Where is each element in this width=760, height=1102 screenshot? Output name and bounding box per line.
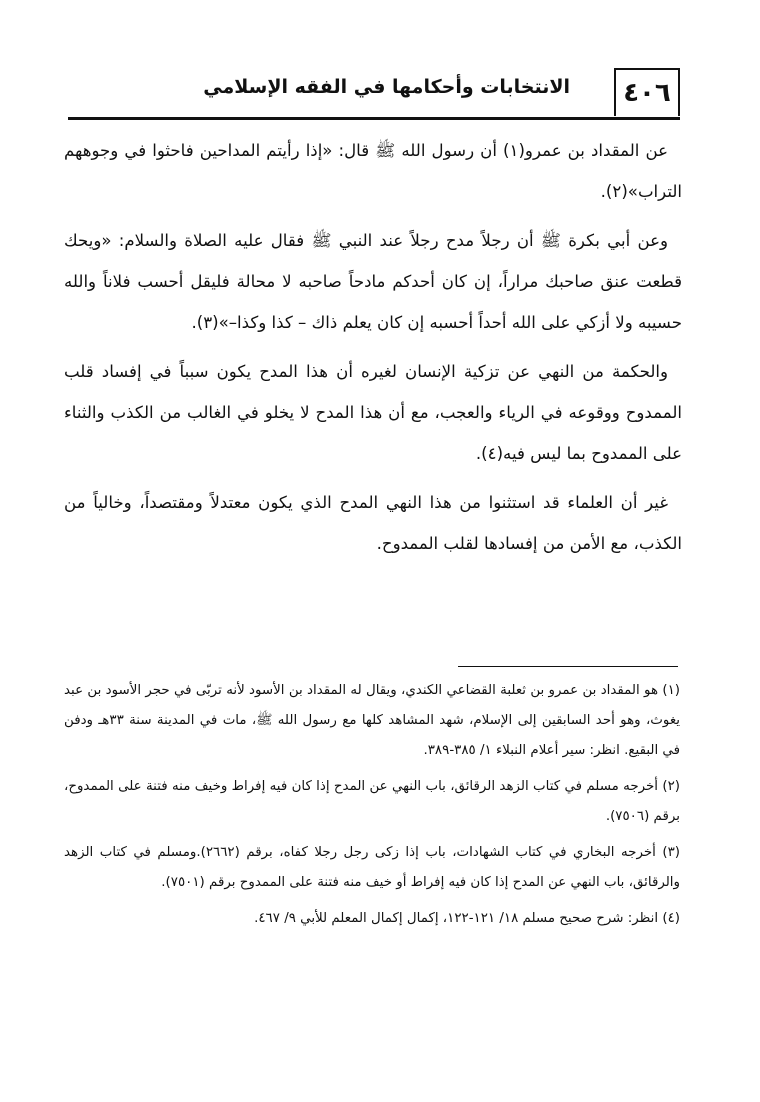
main-text [64, 130, 682, 564]
paragraph: والحكمة من النهي عن تزكية الإنسان لغيره أن هذا المدح يكون سبباً في إفساد قلب الممدوح ووقوعه في الرياء والعجب، مع أن هذا المدح لا يخلو في الغالب من الكذب والثناء على الممدوح بما ليس فيه(٤). [64, 362, 682, 463]
footnote: (٢) أخرجه مسلم في كتاب الزهد الرقائق، باب النهي عن المدح إذا كان فيه إفراط وخيف منه فتنة على الممدوح، برقم (٧٥٠٦). [64, 779, 680, 824]
footnote: (٤) انظر: شرح صحيح مسلم ١٨/ ١٢١-١٢٢، إكمال إكمال المعلم للأبي ٩/ ٤٦٧. [254, 911, 680, 926]
footnote: (٣) أخرجه البخاري في كتاب الشهادات، باب إذا زكى رجل رجلا كفاه، برقم (٢٦٦٢).ومسلم في كتاب الزهد والرقائق، باب النهي عن المدح إذا كان فيه إفراط أو خيف منه فتنة على الممدوح برقم (٧٥٠١). [64, 845, 680, 890]
running-header [68, 68, 680, 120]
paragraph: وعن أبي بكرة ﷺ أن رجلاً مدح رجلاً عند النبي ﷺ فقال عليه الصلاة والسلام: «ويحك قطعت عنق صاحبك مراراً، إن كان أحدكم مادحاً صاحبه لا محالة فليقل أحسب فلاناً والله حسيبه ولا أزكي على الله أحداً أحسبه إن كان يعلم ذاك – كذا وكذا–»(٣). [64, 231, 682, 332]
header-rule [68, 117, 680, 120]
paragraph: غير أن العلماء قد استثنوا من هذا النهي المدح الذي يكون معتدلاً ومقتصداً، وخالياً من الكذب، مع الأمن من إفسادها لقلب الممدوح. [64, 493, 682, 553]
paragraph: عن المقداد بن عمرو(١) أن رسول الله ﷺ قال: «إذا رأيتم المداحين فاحثوا في وجوههم التراب»(٢). [64, 141, 682, 201]
page-number-box [614, 68, 680, 116]
footnotes [64, 676, 680, 934]
running-title: الانتخابات وأحكامها في الفقه الإسلامي [203, 76, 570, 98]
footnote: (١) هو المقداد بن عمرو بن ثعلبة القضاعي الكندي، ويقال له المقداد بن الأسود لأنه تربّى في حجر الأسود بن عبد يغوث، وهو أحد السابقين إلى الإسلام، شهد المشاهد كلها مع رسول الله ﷺ، مات في المدينة سنة ٣٣هـ ودفن في البقيع. انظر: سير أعلام النبلاء ١/ ٣٨٥-٣٨٩. [64, 683, 680, 758]
footnote-separator [458, 666, 678, 667]
page-number: ٤٠٦ [623, 78, 671, 108]
